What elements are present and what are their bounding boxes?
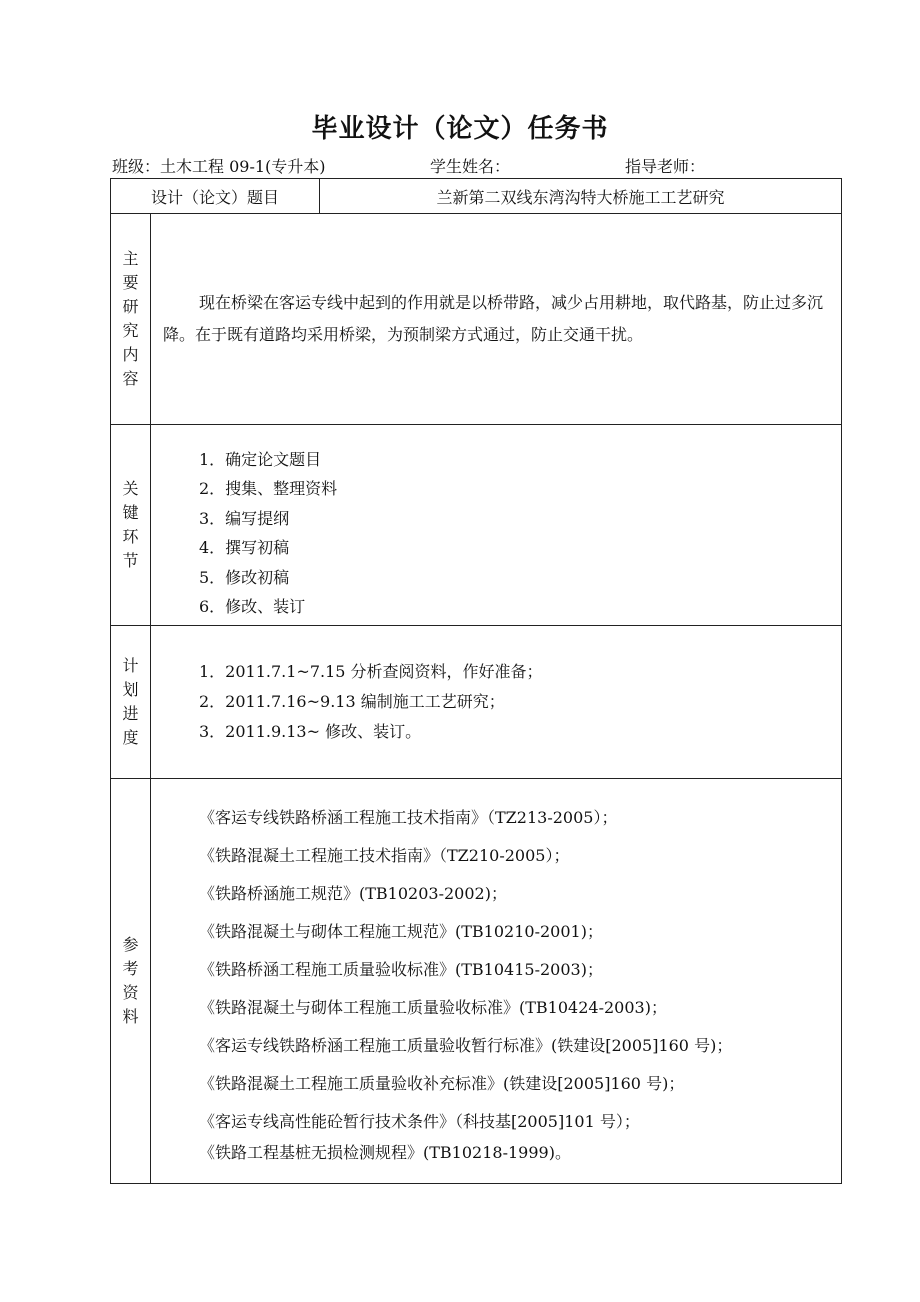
research-text: 现在桥梁在客运专线中起到的作用就是以桥带路，减少占用耕地，取代路基，防止过多沉降。在于既有道路均采用桥梁，为预制梁方式通过，防止交通干扰。 — [163, 293, 824, 344]
label-char: 节 — [122, 551, 139, 570]
label-char: 要 — [122, 273, 139, 292]
reference-item: 《客运专线铁路桥涵工程施工技术指南》（TZ213-2005）； — [199, 808, 618, 827]
reference-item: 《铁路桥涵施工规范》(TB10203-2002)； — [199, 884, 507, 903]
topic-value: 兰新第二双线东湾沟特大桥施工工艺研究 — [320, 179, 842, 214]
list-item: 3．2011.9.13~ 修改、装订。 — [199, 722, 422, 741]
document-title: 毕业设计（论文）任务书 — [311, 114, 609, 144]
reference-item: 《铁路桥涵工程施工质量验收标准》(TB10415-2003)； — [199, 960, 603, 979]
label-char: 环 — [122, 527, 139, 546]
task-table — [110, 178, 842, 1184]
class-field: 班级：土木工程 09-1(专升本) — [112, 157, 326, 176]
research-row — [111, 214, 842, 425]
label-char: 内 — [122, 345, 139, 364]
label-char: 键 — [122, 503, 139, 522]
references-row — [111, 779, 842, 1184]
references-list — [163, 779, 831, 1165]
reference-item: 《客运专线高性能砼暂行技术条件》（科技基[2005]101 号）； — [199, 1112, 640, 1131]
research-content — [151, 214, 842, 425]
list-item: 4．撰写初稿 — [199, 538, 290, 558]
list-item: 1．确定论文题目 — [199, 450, 322, 469]
steps-row — [111, 425, 842, 626]
label-char: 资 — [122, 983, 139, 1002]
list-item: 2．2011.7.16~9.13 编制施工工艺研究； — [199, 692, 505, 711]
schedule-row — [111, 626, 842, 779]
label-char: 划 — [122, 680, 139, 699]
topic-row — [111, 179, 842, 214]
label-char: 度 — [122, 728, 139, 747]
student-name-field: 学生姓名： — [430, 157, 511, 176]
list-item: 2．搜集、整理资料 — [199, 479, 338, 499]
reference-item: 《铁路混凝土工程施工技术指南》（TZ210-2005）； — [199, 846, 570, 865]
reference-item: 《铁路混凝土工程施工质量验收补充标准》(铁建设[2005]160 号)； — [199, 1074, 685, 1093]
reference-item: 《铁路工程基桩无损检测规程》(TB10218-1999)。 — [199, 1143, 571, 1162]
label-char: 计 — [122, 656, 139, 675]
key-steps-label — [111, 425, 151, 626]
schedule-list — [163, 657, 831, 747]
research-label — [111, 214, 151, 425]
references-content — [151, 779, 842, 1184]
label-char: 容 — [122, 369, 139, 388]
advisor-field: 指导老师： — [625, 157, 706, 176]
reference-item: 《铁路混凝土与砌体工程施工质量验收标准》(TB10424-2003)； — [199, 998, 667, 1017]
list-item: 3．编写提纲 — [199, 508, 290, 528]
label-char: 研 — [122, 297, 139, 316]
label-char: 究 — [122, 321, 139, 340]
list-item: 1．2011.7.1~7.15 分析查阅资料，作好准备； — [199, 662, 543, 681]
label-char: 料 — [122, 1007, 139, 1026]
label-char: 关 — [122, 479, 139, 498]
key-steps-content — [151, 425, 842, 626]
key-steps-list — [163, 425, 831, 621]
label-char: 进 — [122, 704, 139, 723]
list-item: 5．修改初稿 — [199, 567, 290, 587]
reference-item: 《客运专线铁路桥涵工程施工质量验收暂行标准》(铁建设[2005]160 号)； — [199, 1036, 733, 1055]
schedule-label — [111, 626, 151, 779]
label-char: 考 — [122, 959, 139, 978]
topic-label: 设计（论文）题目 — [111, 179, 320, 214]
label-char: 参 — [122, 935, 139, 954]
label-char: 主 — [122, 249, 139, 268]
reference-item: 《铁路混凝土与砌体工程施工规范》(TB10210-2001)； — [199, 922, 603, 941]
references-label — [111, 779, 151, 1184]
schedule-content — [151, 626, 842, 779]
list-item: 6．修改、装订 — [199, 597, 306, 617]
